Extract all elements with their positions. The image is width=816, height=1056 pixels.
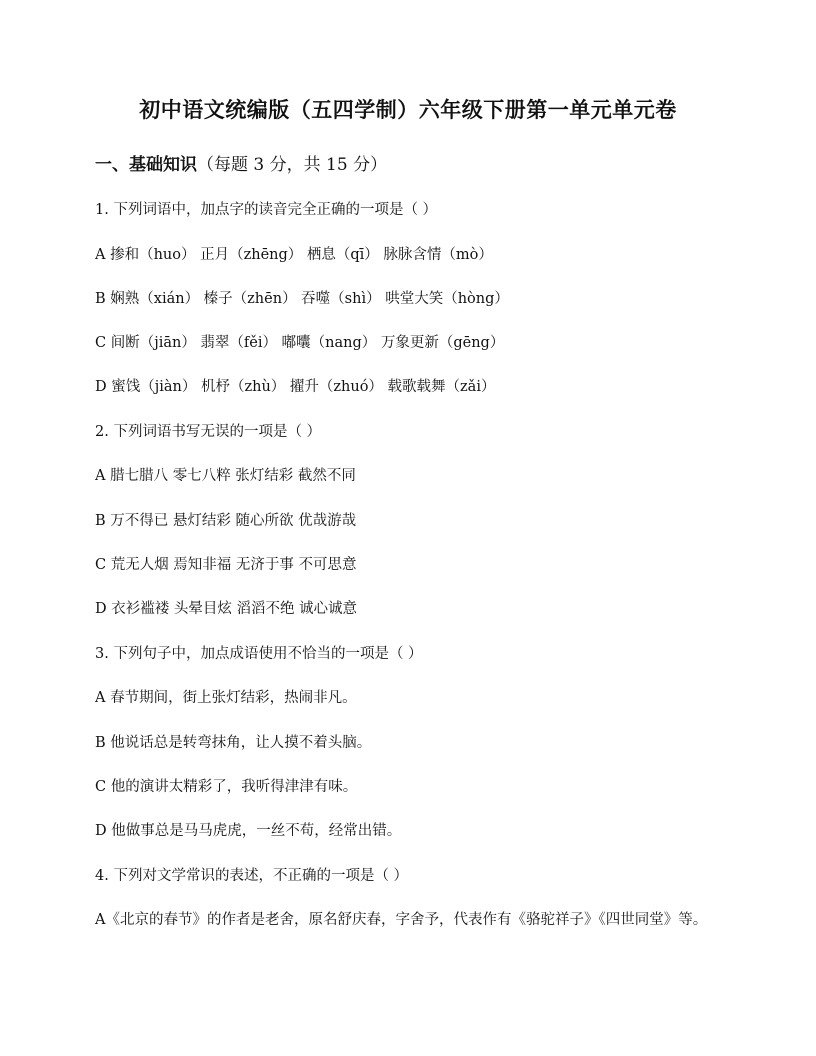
question-stem: 2. 下列词语书写无误的一项是（ ） xyxy=(95,424,322,440)
section-heading-label: 一、基础知识 xyxy=(95,155,197,175)
option-item: C 他的演讲太精彩了，我听得津津有味。 xyxy=(95,779,358,795)
option-item: A 春节期间，街上张灯结彩，热闹非凡。 xyxy=(95,690,357,706)
document-title: 初中语文统编版（五四学制）六年级下册第一单元单元卷 xyxy=(139,97,677,122)
option-item: D 他做事总是马马虎虎，一丝不苟，经常出错。 xyxy=(95,823,402,839)
question-stem: 3. 下列句子中，加点成语使用不恰当的一项是（ ） xyxy=(95,646,423,662)
option-item: C 间断（jiān） 翡翠（fěi） 嘟囔（nang） 万象更新（gēng） xyxy=(95,335,505,351)
question-stem: 4. 下列对文学常识的表述，不正确的一项是（ ） xyxy=(95,868,409,884)
option-item: B 万不得已 悬灯结彩 随心所欲 优哉游哉 xyxy=(95,513,357,529)
option-item: D 衣衫褴褛 头晕目炫 滔滔不绝 诚心诚意 xyxy=(95,601,358,617)
section-score-note: （每题 3 分，共 15 分） xyxy=(197,155,388,175)
option-item: B 娴熟（xián） 榛子（zhēn） 吞噬（shì） 哄堂大笑（hòng） xyxy=(95,291,509,307)
option-item: D 蜜饯（jiàn） 机杼（zhù） 擢升（zhuó） 载歌载舞（zǎi） xyxy=(95,379,496,395)
question-stem: 1. 下列词语中，加点字的读音完全正确的一项是（ ） xyxy=(95,202,438,218)
option-item: B 他说话总是转弯抹角，让人摸不着头脑。 xyxy=(95,735,372,751)
option-item: A 腊七腊八 零七八粹 张灯结彩 截然不同 xyxy=(95,468,356,484)
option-item: A 掺和（huo） 正月（zhēng） 栖息（qī） 脉脉含情（mò） xyxy=(95,247,493,263)
section-heading xyxy=(95,150,387,175)
option-item: C 荒无人烟 焉知非福 无济于事 不可思意 xyxy=(95,557,357,573)
option-item: A《北京的春节》的作者是老舍，原名舒庆春，字舍予，代表作有《骆驼祥子》《四世同堂》等。 xyxy=(95,912,708,928)
